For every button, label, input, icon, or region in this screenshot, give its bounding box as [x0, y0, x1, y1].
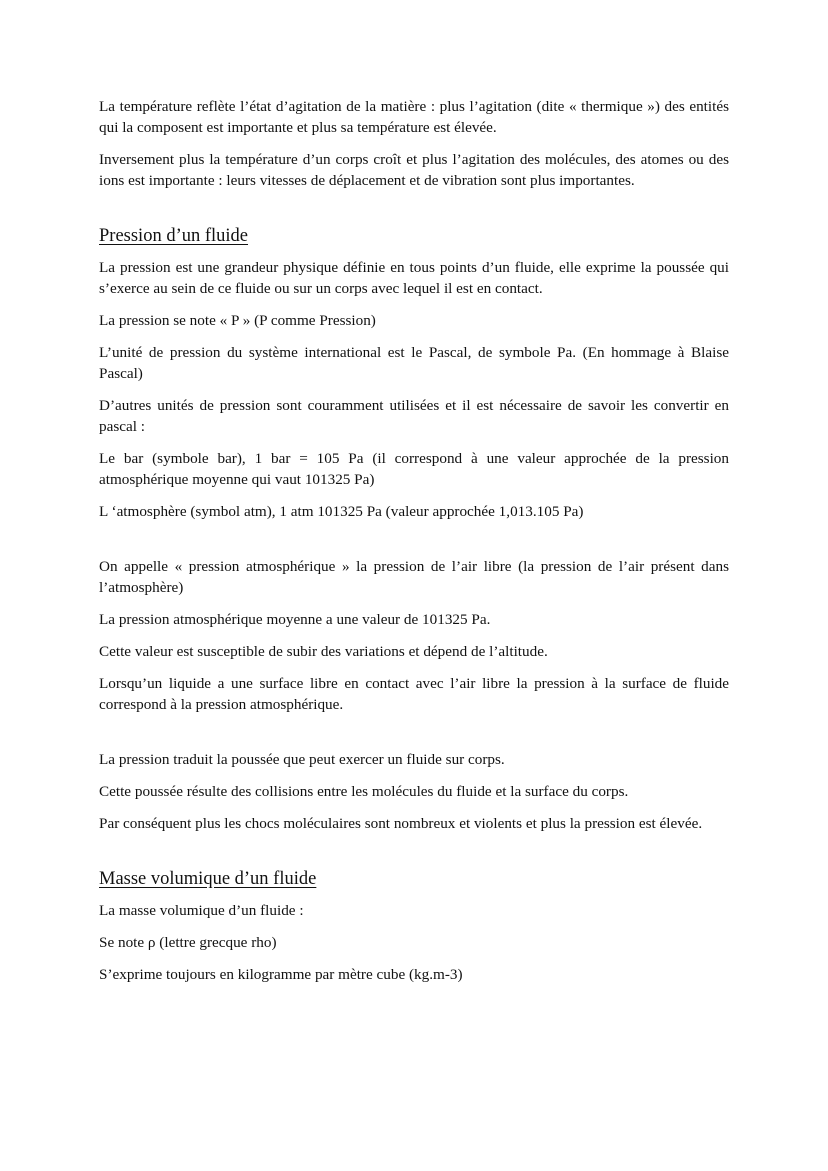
pression-paragraph-4: D’autres unités de pression sont couramment utilisées et il est nécessaire de savoir les convertir en pascal : [99, 397, 729, 435]
pression-paragraph-6: L ‘atmosphère (symbol atm), 1 atm 101325 Pa (valeur approchée 1,013.105 Pa) [99, 503, 584, 520]
atmo-paragraph-2: La pression atmosphérique moyenne a une valeur de 101325 Pa. [99, 611, 491, 628]
intro-paragraph-1: La température reflète l’état d’agitation de la matière : plus l’agitation (dite « thermique ») des entités qui la composent est importante et plus sa température est élevée. [99, 98, 729, 136]
atmo-paragraph-3: Cette valeur est susceptible de subir des variations et dépend de l’altitude. [99, 643, 548, 660]
atmo-paragraph-4: Lorsqu’un liquide a une surface libre en contact avec l’air libre la pression à la surface de fluide correspond à la pression atmosphérique. [99, 675, 729, 713]
document-page [99, 96, 729, 996]
atmo-paragraph-1: On appelle « pression atmosphérique » la pression de l’air libre (la pression de l’air présent dans l’atmosphère) [99, 558, 729, 596]
poussee-paragraph-2: Cette poussée résulte des collisions entre les molécules du fluide et la surface du corps. [99, 783, 629, 800]
pression-paragraph-3: L’unité de pression du système international est le Pascal, de symbole Pa. (En hommage à Blaise Pascal) [99, 344, 729, 382]
pression-paragraph-5: Le bar (symbole bar), 1 bar = 105 Pa (il correspond à une valeur approchée de la pression atmosphérique moyenne qui vaut 101325 Pa) [99, 450, 729, 488]
masse-paragraph-1: La masse volumique d’un fluide : [99, 902, 304, 919]
masse-paragraph-3: S’exprime toujours en kilogramme par mètre cube (kg.m-3) [99, 966, 463, 983]
poussee-paragraph-3: Par conséquent plus les chocs moléculaires sont nombreux et violents et plus la pression est élevée. [99, 815, 703, 832]
masse-paragraph-2: Se note ρ (lettre grecque rho) [99, 934, 277, 951]
section-heading-masse-volumique: Masse volumique d’un fluide [99, 869, 317, 889]
section-heading-pression: Pression d’un fluide [99, 226, 249, 246]
pression-paragraph-2: La pression se note « P » (P comme Pression) [99, 312, 376, 329]
poussee-paragraph-1: La pression traduit la poussée que peut exercer un fluide sur corps. [99, 751, 505, 768]
intro-paragraph-2: Inversement plus la température d’un corps croît et plus l’agitation des molécules, des atomes ou des ions est importante : leurs vitesses de déplacement et de vibration sont plus importantes. [99, 151, 729, 189]
pression-paragraph-1: La pression est une grandeur physique définie en tous points d’un fluide, elle exprime la poussée qui s’exerce au sein de ce fluide ou sur un corps avec lequel il est en contact. [99, 259, 729, 297]
